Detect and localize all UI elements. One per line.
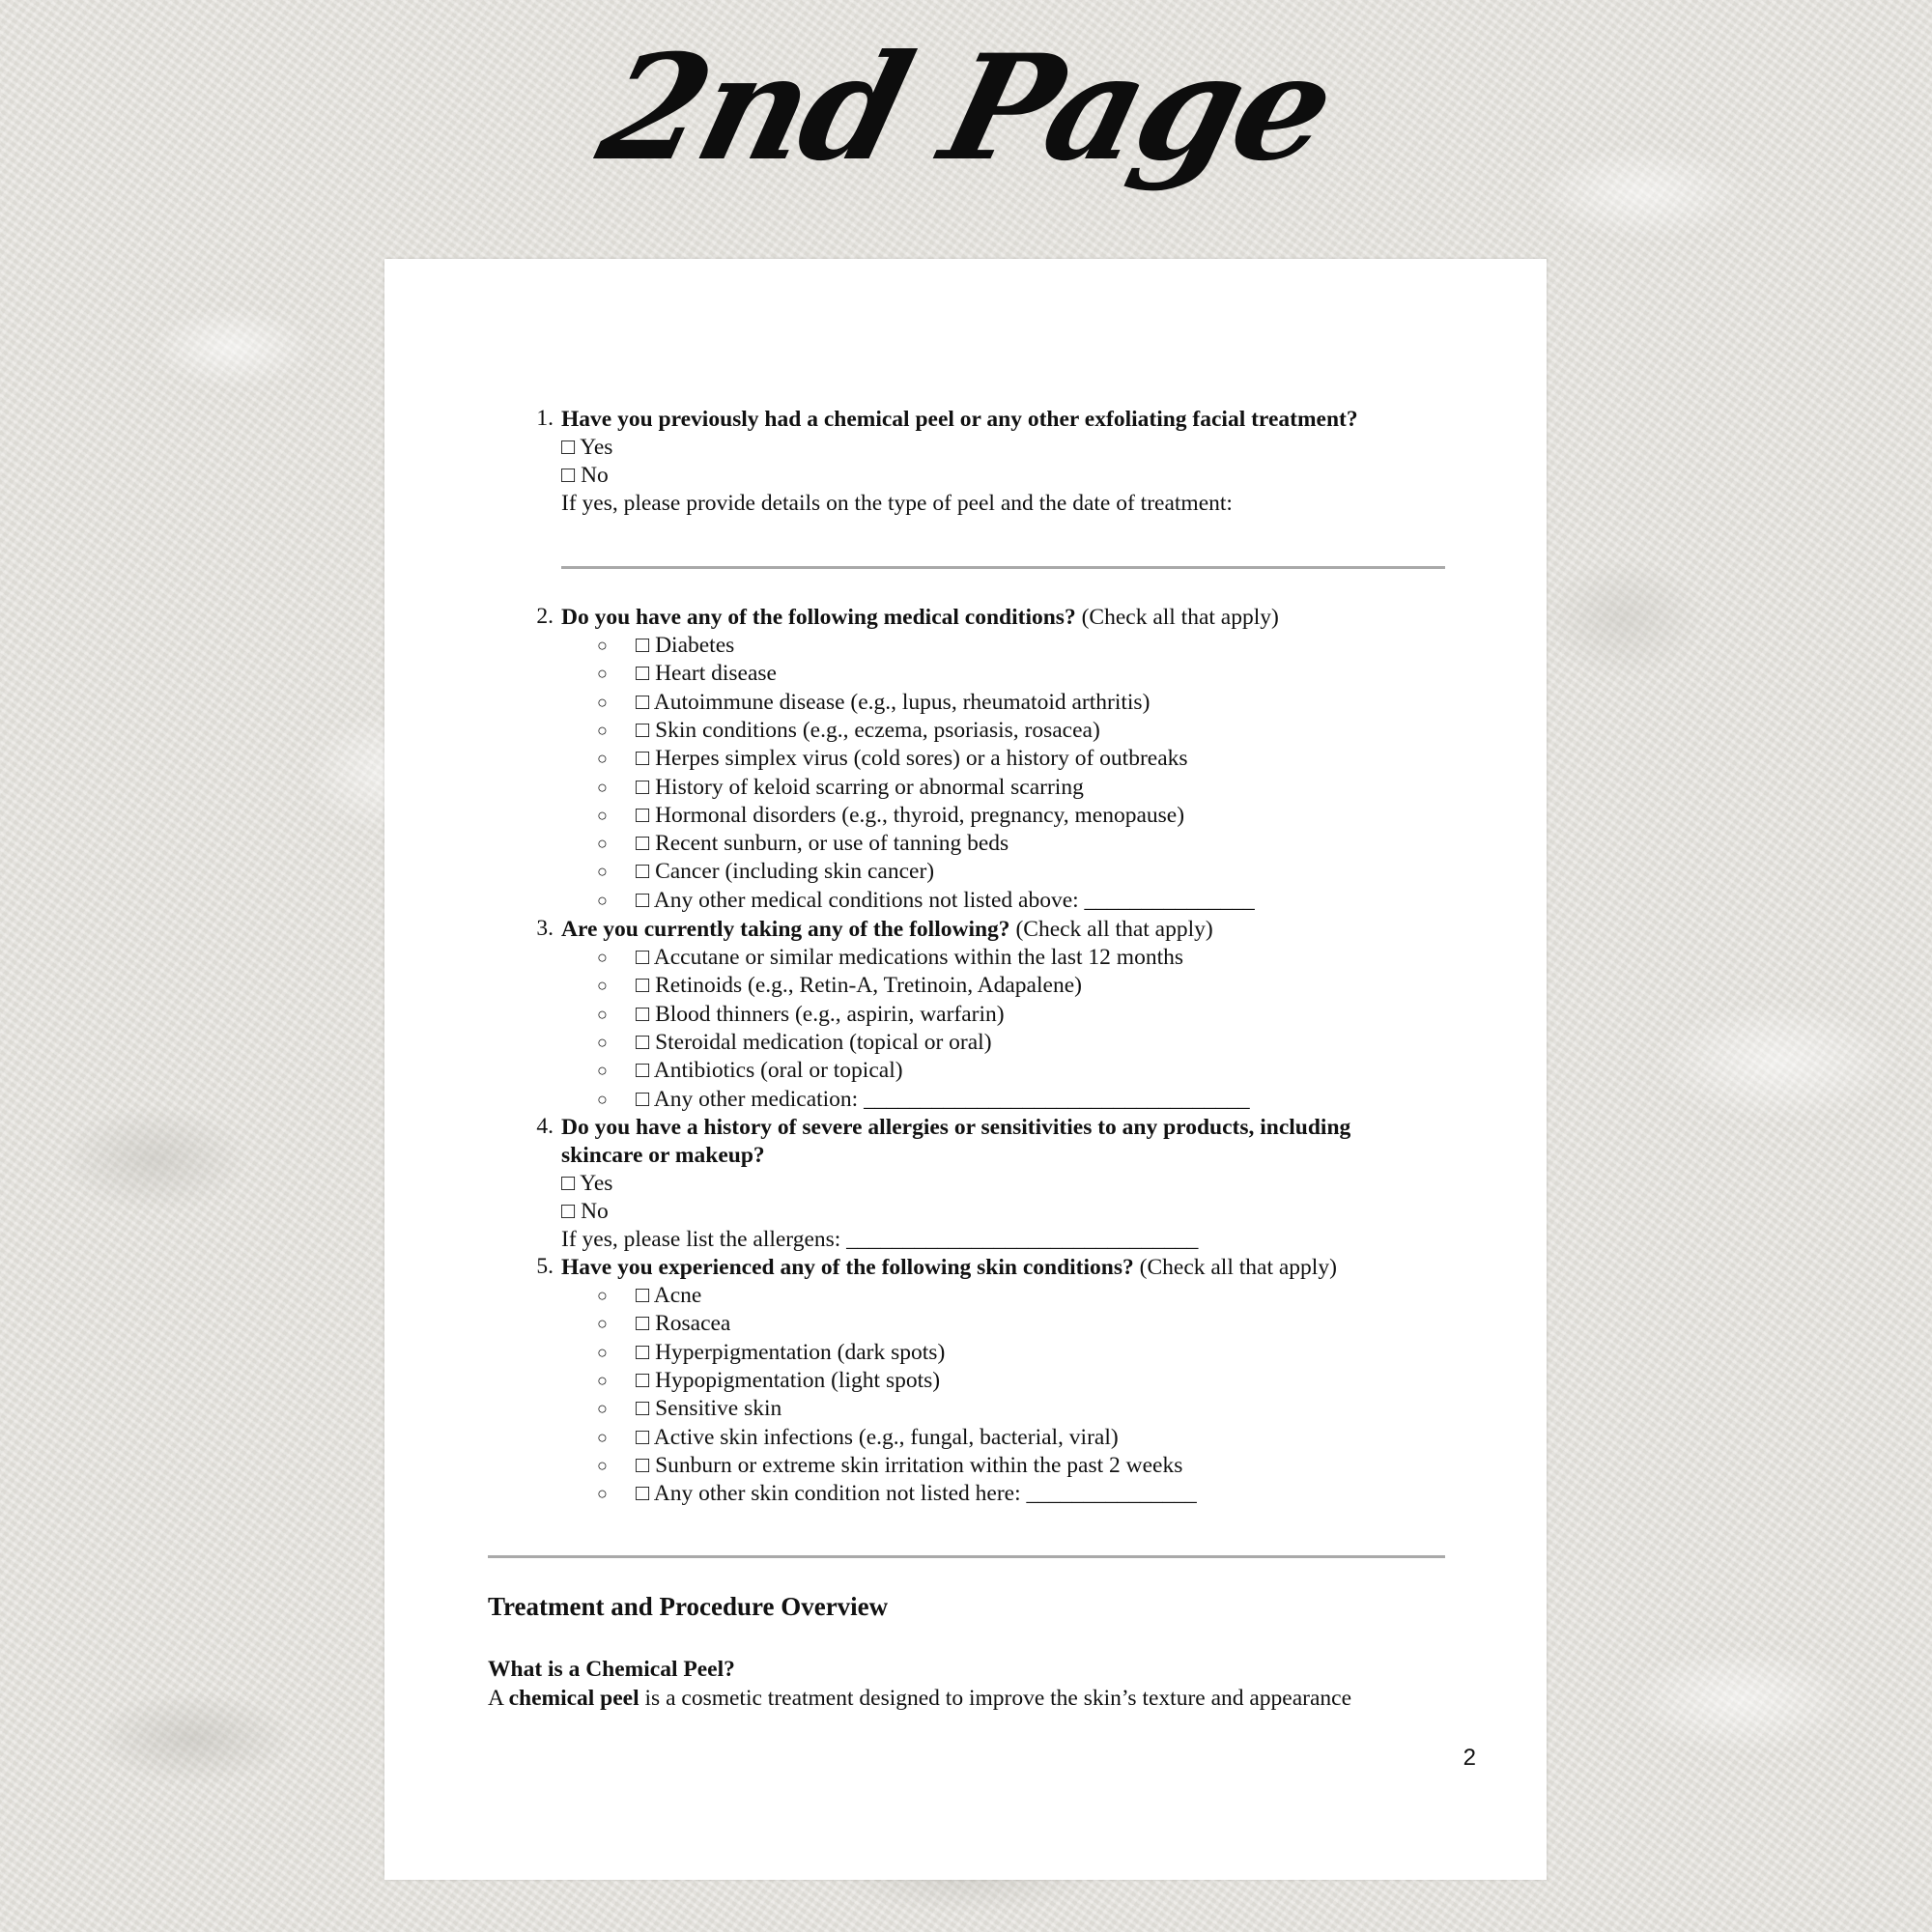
option-label: □ Skin conditions (e.g., eczema, psoriasis, rosacea) — [636, 717, 1100, 743]
overview-paragraph — [488, 1655, 1502, 1713]
checkbox-option[interactable] — [384, 1057, 1547, 1085]
question-prompt: Have you experienced any of the following skin conditions? — [561, 1255, 1134, 1280]
option-label: □ Active skin infections (e.g., fungal, bacterial, viral) — [636, 1424, 1119, 1450]
option-label: □ Hormonal disorders (e.g., thyroid, pregnancy, menopause) — [636, 802, 1185, 828]
question-prompt: Are you currently taking any of the following? — [561, 917, 1010, 942]
checkbox-option[interactable] — [384, 1480, 1547, 1508]
bullet-icon: ○ — [597, 1342, 608, 1362]
option-label: □ Retinoids (e.g., Retin-A, Tretinoin, Adapalene) — [636, 973, 1082, 999]
question-number: 3. — [536, 916, 554, 941]
checkbox-option[interactable] — [384, 689, 1547, 717]
bullet-icon: ○ — [597, 1370, 608, 1390]
followup-text[interactable]: If yes, please list the allergens: _______________________________ — [561, 1227, 1199, 1252]
question-number: 5. — [536, 1254, 554, 1279]
checkbox-option[interactable] — [384, 1367, 1547, 1395]
bullet-icon: ○ — [597, 976, 608, 996]
option-label: □ Sensitive skin — [636, 1396, 782, 1422]
option-label: □ Autoimmune disease (e.g., lupus, rheumatoid arthritis) — [636, 689, 1151, 715]
option-label: □ Heart disease — [636, 661, 777, 687]
checkbox-option[interactable] — [384, 1282, 1547, 1310]
intro-end: is a cosmetic treatment designed to improve the skin’s texture and appearance — [639, 1686, 1352, 1711]
bullet-icon: ○ — [597, 890, 608, 910]
option-label: □ Any other medical conditions not listed above: _______________ — [636, 887, 1255, 913]
bullet-icon: ○ — [597, 862, 608, 882]
question-note: (Check all that apply) — [1009, 917, 1213, 942]
checkbox-option[interactable] — [384, 660, 1547, 688]
checkbox-option[interactable] — [384, 1452, 1547, 1480]
option-label: □ Recent sunburn, or use of tanning beds — [636, 831, 1009, 857]
option-label: □ Acne — [636, 1283, 702, 1308]
question-prompt-line-2: skincare or makeup? — [561, 1143, 765, 1168]
option-label: □ Diabetes — [636, 633, 735, 658]
option-label: □ Any other skin condition not listed here: _______________ — [636, 1481, 1197, 1507]
option-label: □ Hyperpigmentation (dark spots) — [636, 1339, 946, 1365]
document-page — [384, 259, 1547, 1880]
bullet-icon: ○ — [597, 720, 608, 740]
bullet-icon: ○ — [597, 1089, 608, 1109]
bullet-icon: ○ — [597, 1286, 608, 1305]
bullet-icon: ○ — [597, 749, 608, 769]
option-label: □ Accutane or similar medications within the last 12 months — [636, 945, 1183, 970]
bullet-icon: ○ — [597, 692, 608, 712]
bullet-icon: ○ — [597, 664, 608, 684]
checkbox-option[interactable] — [384, 774, 1547, 802]
checkbox-option[interactable] — [384, 1339, 1547, 1367]
overview-subheading: What is a Chemical Peel? — [488, 1657, 735, 1682]
checkbox-option[interactable] — [384, 717, 1547, 745]
option-label: □ History of keloid scarring or abnormal scarring — [636, 774, 1084, 800]
option-label: □ Any other medication: __________________________________ — [636, 1086, 1250, 1112]
bullet-icon: ○ — [597, 777, 608, 797]
section-divider — [488, 1555, 1445, 1558]
question-prompt-line-1: Do you have a history of severe allergies or sensitivities to any products, including — [561, 1115, 1351, 1140]
page-number: 2 — [1463, 1745, 1476, 1771]
option-label: □ Cancer (including skin cancer) — [636, 859, 935, 885]
option-label: □ Hypopigmentation (light spots) — [636, 1367, 941, 1393]
option-label: □ Blood thinners (e.g., aspirin, warfarin) — [636, 1001, 1005, 1027]
option-label: □ Steroidal medication (topical or oral) — [636, 1029, 992, 1055]
checkbox-option[interactable] — [384, 802, 1547, 830]
bullet-icon: ○ — [597, 1061, 608, 1081]
question-number: 2. — [536, 604, 554, 629]
answer-line[interactable] — [561, 566, 1445, 569]
option-no[interactable]: □ No — [561, 463, 609, 488]
checkbox-option[interactable] — [384, 972, 1547, 1000]
checkbox-option[interactable] — [384, 1310, 1547, 1338]
question-prompt: Do you have any of the following medical conditions? — [561, 605, 1076, 630]
question-number: 4. — [536, 1114, 554, 1139]
question-prompt: Have you previously had a chemical peel or any other exfoliating facial treatment? — [561, 407, 1358, 432]
intro-bold: chemical peel — [508, 1686, 639, 1711]
bullet-icon: ○ — [597, 1032, 608, 1052]
bullet-icon: ○ — [597, 1427, 608, 1447]
question-note: (Check all that apply) — [1075, 605, 1279, 630]
option-yes[interactable]: □ Yes — [561, 1171, 613, 1196]
bullet-icon: ○ — [597, 805, 608, 825]
bullet-icon: ○ — [597, 1484, 608, 1504]
option-yes[interactable]: □ Yes — [561, 435, 613, 460]
bullet-icon: ○ — [597, 1455, 608, 1475]
bullet-icon: ○ — [597, 834, 608, 854]
checkbox-option[interactable] — [384, 1395, 1547, 1423]
followup-text: If yes, please provide details on the type of peel and the date of treatment: — [561, 491, 1233, 516]
intro-start: A — [488, 1686, 509, 1711]
checkbox-option[interactable] — [384, 1086, 1547, 1114]
checkbox-option[interactable] — [384, 632, 1547, 660]
checkbox-option[interactable] — [384, 1001, 1547, 1029]
banner-title: 2nd Page — [584, 23, 1348, 193]
section-heading: Treatment and Procedure Overview — [488, 1592, 889, 1621]
question-number: 1. — [536, 406, 554, 431]
option-label: □ Antibiotics (oral or topical) — [636, 1058, 903, 1084]
option-no[interactable]: □ No — [561, 1199, 609, 1224]
checkbox-option[interactable] — [384, 830, 1547, 858]
bullet-icon: ○ — [597, 1399, 608, 1419]
checkbox-option[interactable] — [384, 1029, 1547, 1057]
checkbox-option[interactable] — [384, 944, 1547, 972]
bullet-icon: ○ — [597, 636, 608, 655]
checkbox-option[interactable] — [384, 745, 1547, 773]
checkbox-option[interactable] — [384, 1424, 1547, 1452]
bullet-icon: ○ — [597, 1004, 608, 1024]
checkbox-option[interactable] — [384, 887, 1547, 915]
bullet-icon: ○ — [597, 1314, 608, 1334]
bullet-icon: ○ — [597, 948, 608, 967]
checkbox-option[interactable] — [384, 858, 1547, 886]
option-label: □ Rosacea — [636, 1311, 731, 1337]
option-label: □ Herpes simplex virus (cold sores) or a history of outbreaks — [636, 746, 1188, 772]
option-label: □ Sunburn or extreme skin irritation within the past 2 weeks — [636, 1452, 1183, 1478]
question-note: (Check all that apply) — [1133, 1255, 1337, 1280]
